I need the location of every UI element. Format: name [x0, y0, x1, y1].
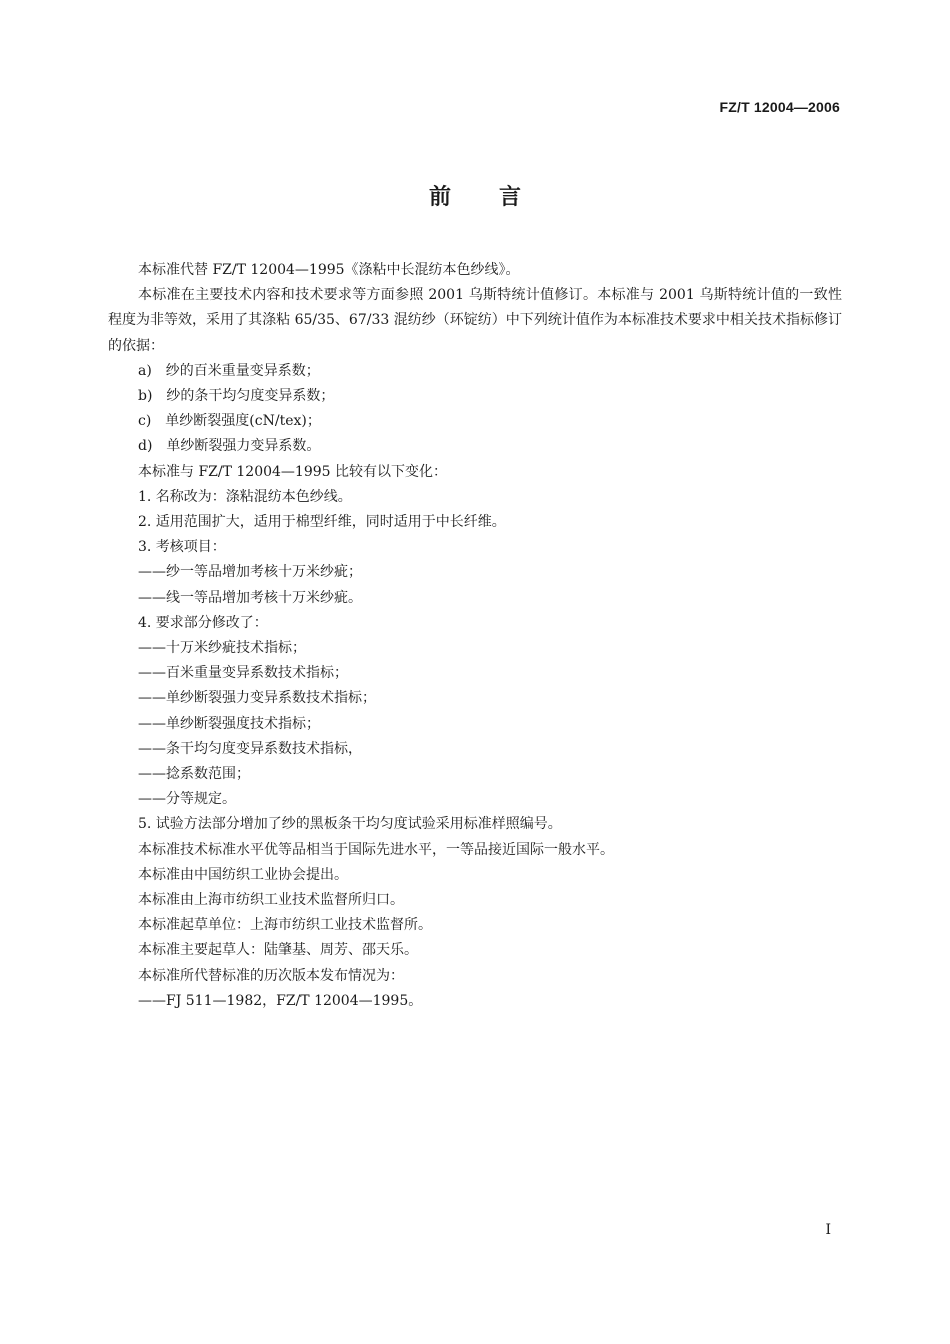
dash-item: ——条干均匀度变异系数技术指标， [138, 740, 362, 757]
paragraph-changes: 本标准与 FZ/T 12004—1995 比较有以下变化： [138, 463, 448, 480]
list-item-c: c) 单纱断裂强度(cN/tex)； [138, 413, 321, 430]
dash-item: ——纱一等品增加考核十万米纱疵； [138, 564, 362, 581]
dash-item: ——捻系数范围； [138, 766, 250, 783]
page-number: I [825, 1222, 831, 1238]
paragraph-level: 本标准技术标准水平优等品相当于国际先进水平，一等品接近国际一般水平。 [138, 841, 614, 858]
dash-item: ——分等规定。 [138, 791, 236, 808]
dash-item: ——单纱断裂强力变异系数技术指标； [138, 690, 376, 707]
standard-code: FZ/T 12004—2006 [719, 99, 840, 115]
list-item-b: b) 纱的条干均匀度变异系数； [138, 388, 335, 405]
paragraph-proposed-by: 本标准由中国纺织工业协会提出。 [138, 866, 348, 883]
paragraph-centralized-by: 本标准由上海市纺织工业技术监督所归口。 [138, 892, 404, 909]
dash-item: ——十万米纱疵技术指标； [138, 640, 306, 657]
paragraph-history: 本标准所代替标准的历次版本发布情况为： [138, 967, 404, 984]
dash-item: ——FJ 511—1982，FZ/T 12004—1995。 [138, 992, 423, 1009]
change-item-1: 1. 名称改为：涤粘混纺本色纱线。 [138, 488, 352, 505]
change-item-3: 3. 考核项目： [138, 539, 226, 556]
list-item-d: d) 单纱断裂强力变异系数。 [138, 438, 321, 455]
dash-item: ——百米重量变异系数技术指标； [138, 665, 348, 682]
page-title: 前言 [428, 185, 569, 210]
change-item-5: 5. 试验方法部分增加了纱的黑板条干均匀度试验采用标准样照编号。 [138, 816, 562, 833]
paragraph-replaces: 本标准代替 FZ/T 12004—1995《涤粘中长混纺本色纱线》。 [138, 262, 520, 278]
change-item-2: 2. 适用范围扩大，适用于棉型纤维，同时适用于中长纤维。 [138, 514, 506, 531]
foreword-body [108, 258, 842, 1014]
list-item-a: a) 纱的百米重量变异系数； [138, 362, 320, 379]
dash-item: ——线一等品增加考核十万米纱疵。 [138, 589, 362, 606]
paragraph-drafters: 本标准主要起草人：陆肇基、周芳、邵天乐。 [138, 942, 418, 959]
change-item-4: 4. 要求部分修改了： [138, 614, 268, 631]
paragraph-drafting-unit: 本标准起草单位：上海市纺织工业技术监督所。 [138, 917, 432, 934]
paragraph-reference: 本标准在主要技术内容和技术要求等方面参照 2001 乌斯特统计值修订。本标准与 2001 乌斯特统计值的一致性程度为非等效，采用了其涤粘 65/35、67/33 混纺纱（环锭纺）中下列统计值作为本标准技术要求中相关技术指标修订的依据： [108, 287, 842, 354]
dash-item: ——单纱断裂强度技术指标； [138, 715, 320, 732]
